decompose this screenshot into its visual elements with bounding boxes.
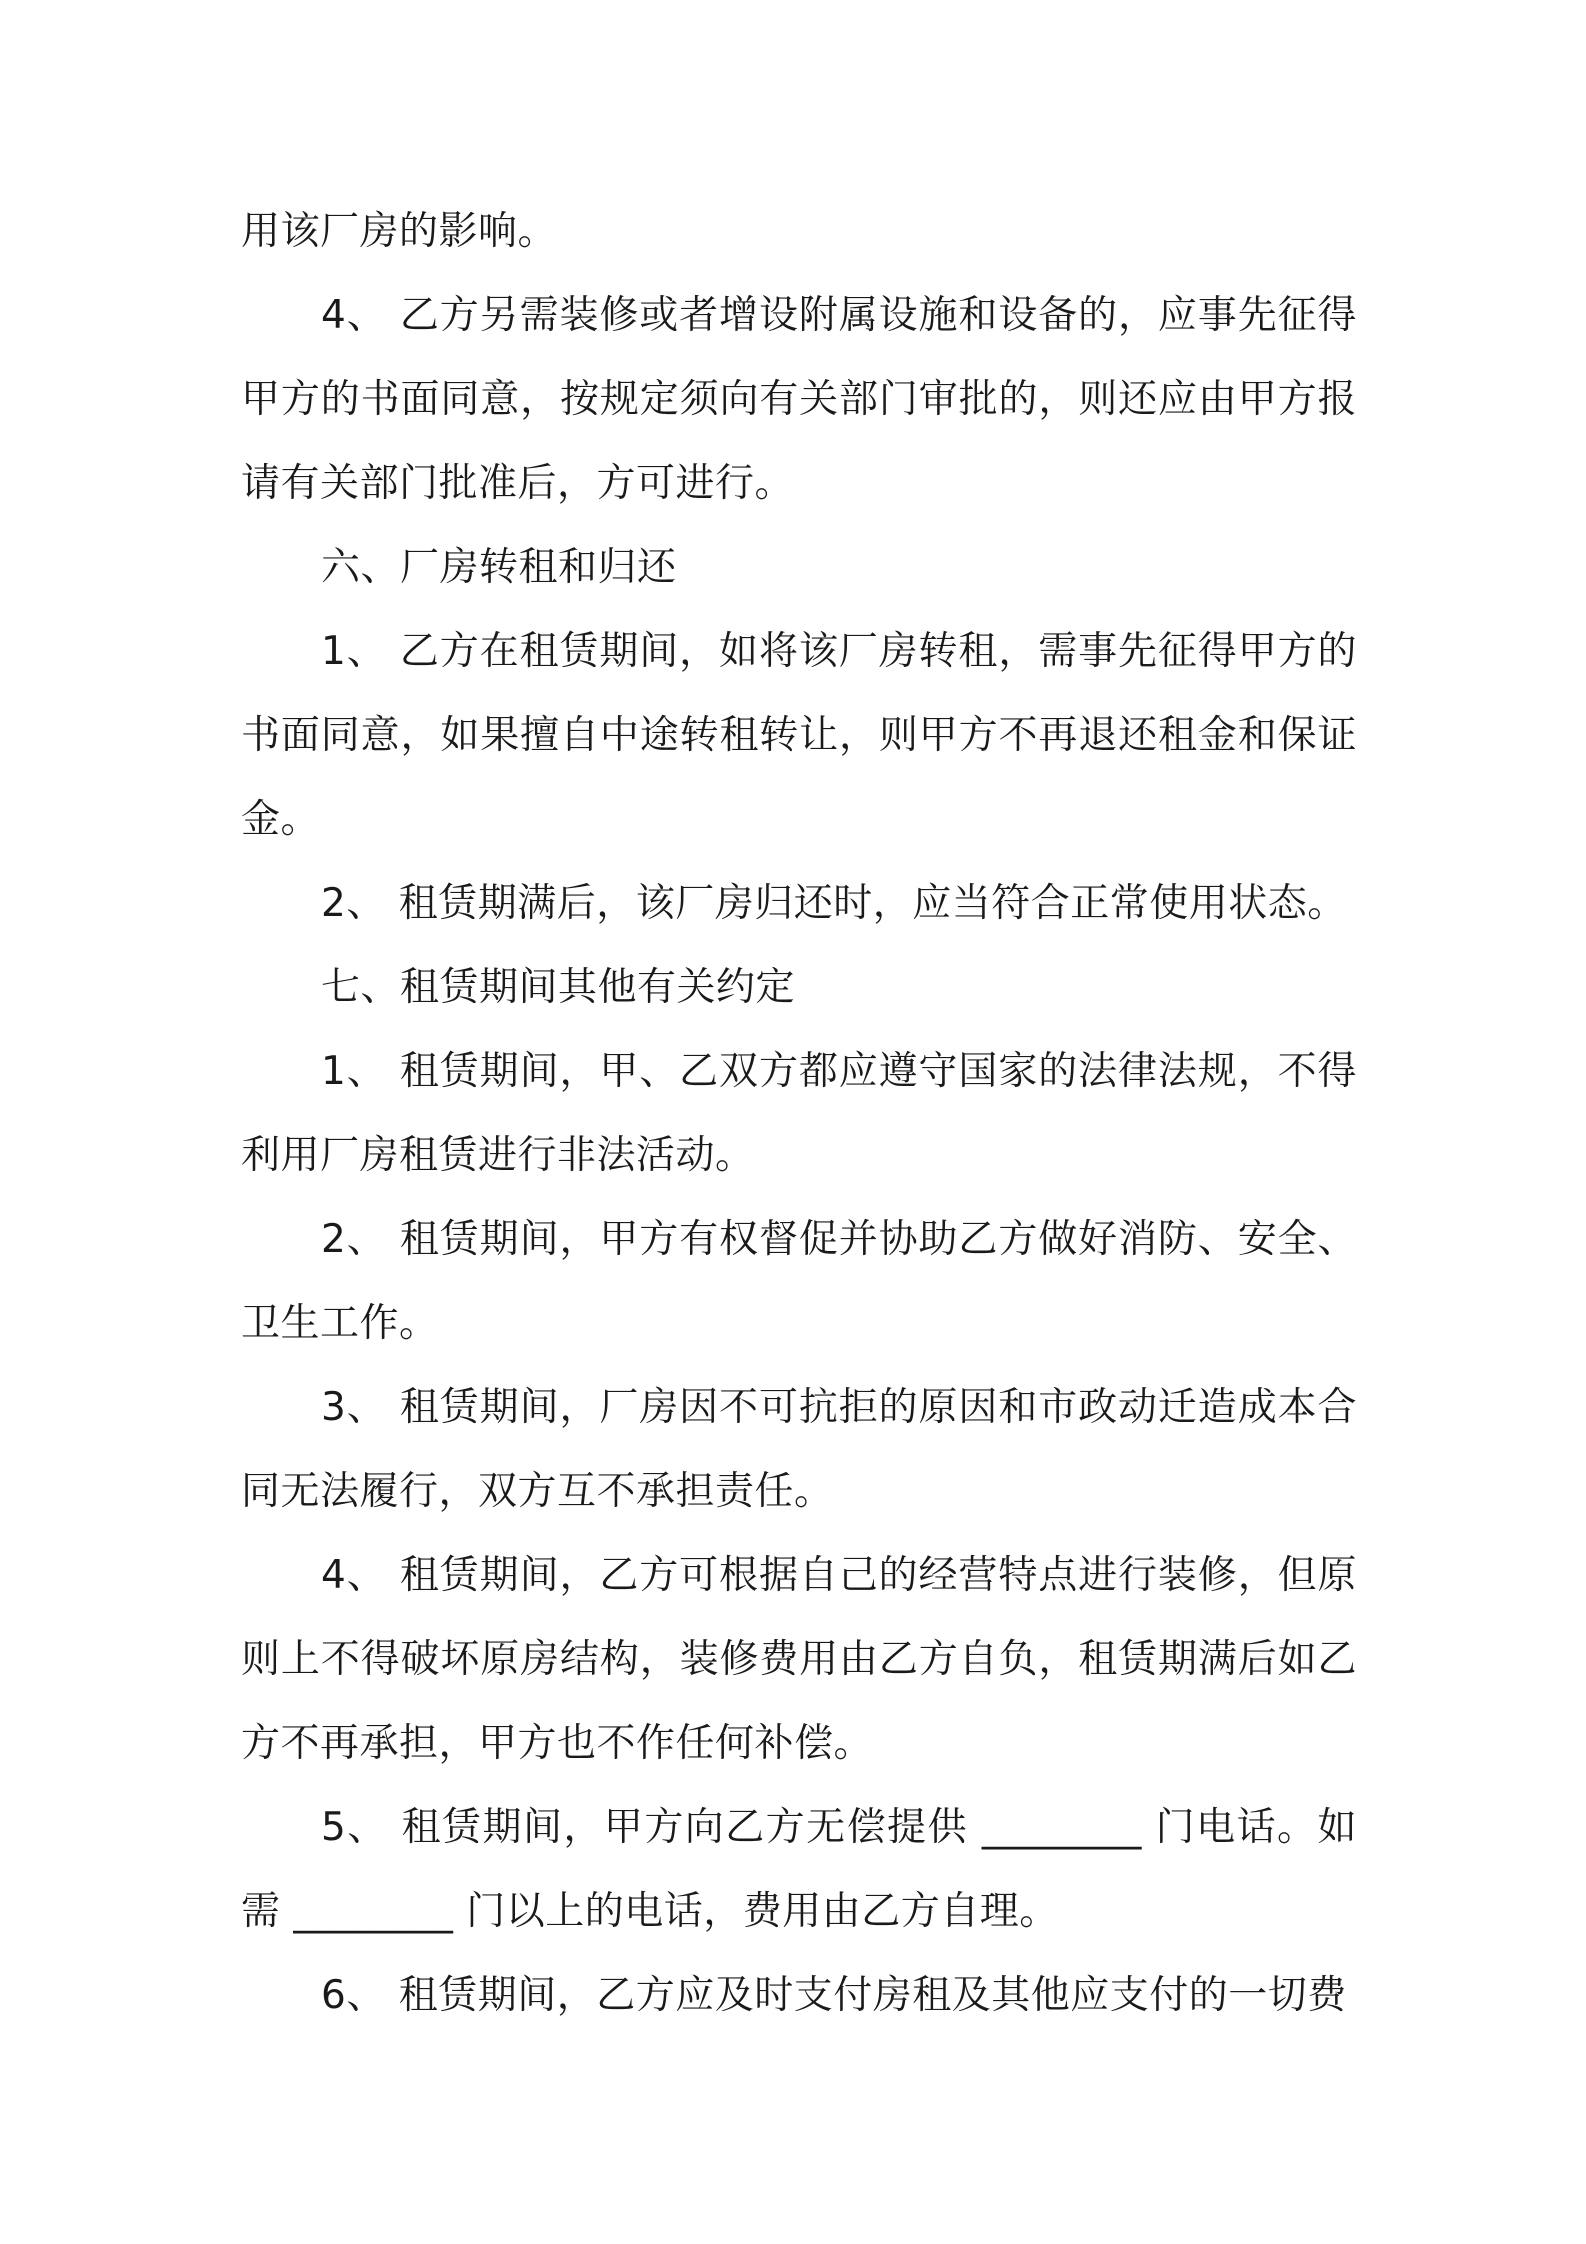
- paragraph-clause-7-1: 1、 租赁期间，甲、乙双方都应遵守国家的法律法规，不得利用厂房租赁进行非法活动。: [241, 1049, 1357, 1178]
- contract-body: [241, 190, 1357, 2038]
- paragraph-clause-7-6: 6、 租赁期间，乙方应及时支付房租及其他应支付的一切费: [321, 1973, 1347, 2018]
- paragraph-clause-5-4: 4、 乙方另需装修或者增设附属设施和设备的，应事先征得甲方的书面同意，按规定须向有关部门审批的，则还应由甲方报请有关部门批准后，方可进行。: [241, 293, 1357, 506]
- paragraph-continuation: 用该厂房的影响。: [241, 209, 558, 254]
- paragraph-clause-7-2: 2、 租赁期间，甲方有权督促并协助乙方做好消防、安全、卫生工作。: [241, 1217, 1357, 1346]
- section-heading-6: 六、厂房转租和归还: [321, 545, 677, 590]
- section-heading-7: 七、租赁期间其他有关约定: [321, 965, 796, 1010]
- paragraph-clause-6-2: 2、 租赁期满后，该厂房归还时，应当符合正常使用状态。: [321, 881, 1347, 926]
- paragraph-clause-7-5: 5、 租赁期间，甲方向乙方无偿提供 ________ 门电话。如需 ________ 门以上的电话，费用由乙方自理。: [241, 1805, 1357, 1934]
- paragraph-clause-7-3: 3、 租赁期间，厂房因不可抗拒的原因和市政动迁造成本合同无法履行，双方互不承担责任。: [241, 1385, 1357, 1514]
- paragraph-clause-7-4: 4、 租赁期间，乙方可根据自己的经营特点进行装修，但原则上不得破坏原房结构，装修费用由乙方自负，租赁期满后如乙方不再承担，甲方也不作任何补偿。: [241, 1553, 1357, 1766]
- paragraph-clause-6-1: 1、 乙方在租赁期间，如将该厂房转租，需事先征得甲方的书面同意，如果擅自中途转租转让，则甲方不再退还租金和保证金。: [241, 629, 1357, 842]
